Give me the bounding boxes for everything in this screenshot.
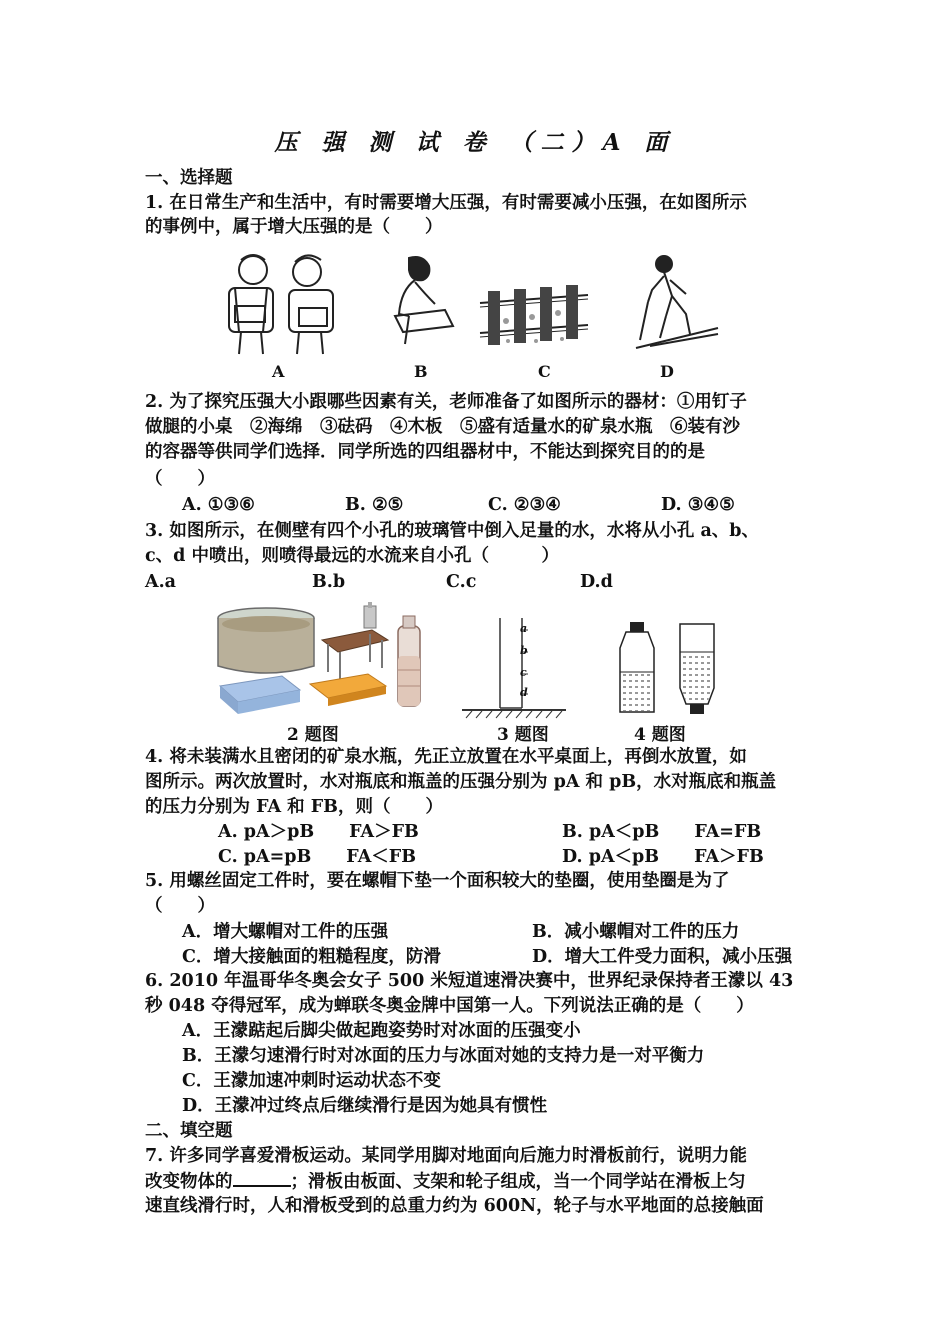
section-heading-fill: 二、填空题 — [145, 1121, 233, 1141]
q5-option-c: C．增大接触面的粗糙程度，防滑 — [182, 947, 441, 967]
q2-text-line: （ ） — [145, 469, 215, 489]
figure-caption-q4: 4 题图 — [634, 725, 686, 745]
q3-text-line: 3. 如图所示，在侧壁有四个小孔的玻璃管中倒入足量的水，水将从小孔 a、b、 — [145, 521, 760, 541]
q4-option-a: A. pA＞pB FA＞FB — [218, 822, 419, 842]
q3-option-b: B.b — [312, 572, 346, 592]
q1-text-line: 的事例中，属于增大压强的是（ ） — [145, 217, 443, 237]
q7-text-line — [145, 1169, 746, 1194]
q6-text-line: 6. 2010 年温哥华冬奥会女子 500 米短道速滑决赛中，世界纪录保持者王濛以 43 — [145, 971, 794, 991]
q2-option-c: C. ②③④ — [488, 495, 561, 515]
q2-option-a: A. ①③⑥ — [182, 495, 255, 515]
q5-option-a: A．增大螺帽对工件的压强 — [182, 922, 389, 942]
q5-option-d: D．增大工件受力面积，减小压强 — [532, 947, 793, 967]
q7-text-before-blank: 改变物体的 — [145, 1172, 233, 1192]
q4-option-c: C. pA=pB FA＜FB — [218, 847, 417, 867]
skier-illustration — [630, 252, 722, 352]
q6-option-b: B．王濛匀速滑行时对冰面的压力与冰面对她的支持力是一对平衡力 — [182, 1046, 705, 1066]
hole-label-b: b — [520, 644, 528, 657]
figure-caption-q2: 2 题图 — [287, 725, 339, 745]
q3-option-d: D.d — [580, 572, 613, 592]
figure-label-a: A — [272, 362, 285, 381]
q7-text-line: 速直线滑行时，人和滑板受到的总重力约为 600N，轮子与水平地面的总接触面 — [145, 1196, 764, 1216]
hole-label-c: c — [520, 666, 527, 679]
q6-text-line: 秒 048 夺得冠军，成为蝉联冬奥金牌中国第一人。下列说法正确的是（ ） — [145, 996, 754, 1016]
q4-option-b: B. pA＜pB FA=FB — [562, 822, 762, 842]
q1-text-line: 1. 在日常生产和生活中，有时需要增大压强，有时需要减小压强，在如图所示 — [145, 193, 747, 213]
q4-text-line: 4. 将未装满水且密闭的矿泉水瓶，先正立放置在水平桌面上，再倒水放置，如 — [145, 747, 747, 767]
q7-text-line: 7. 许多同学喜爱滑板运动。某同学用脚对地面向后施力时滑板前行，说明力能 — [145, 1146, 747, 1166]
q2-option-d: D. ③④⑤ — [661, 495, 735, 515]
q6-option-c: C．王濛加速冲刺时运动状态不变 — [182, 1071, 441, 1091]
glass-tube-illustration — [462, 608, 568, 720]
backpack-students-illustration — [215, 248, 345, 356]
hole-label-a: a — [520, 622, 528, 635]
q7-text-after-blank: ；滑板由板面、支架和轮子组成，当一个同学站在滑板上匀 — [290, 1172, 746, 1192]
figure-label-d: D — [660, 362, 674, 381]
figure-label-b: B — [414, 362, 428, 381]
q2-text-line: 2. 为了探究压强大小跟哪些因素有关，老师准备了如图所示的器材：①用钉子 — [145, 392, 747, 412]
q2-text-line: 的容器等供同学们选择．同学所选的四组器材中，不能达到探究目的的是 — [145, 442, 705, 462]
q4-text-line: 的压力分别为 FA 和 FB，则（ ） — [145, 797, 443, 817]
q4-option-d: D. pA＜pB FA＞FB — [562, 847, 764, 867]
figure-caption-q3: 3 题图 — [497, 725, 549, 745]
q6-option-a: A．王濛踮起后脚尖做起跑姿势时对冰面的压强变小 — [182, 1021, 581, 1041]
q3-option-c: C.c — [446, 572, 477, 592]
q5-option-b: B．减小螺帽对工件的压力 — [532, 922, 740, 942]
answer-blank[interactable] — [233, 1169, 291, 1187]
q3-text-line: c、d 中喷出，则喷得最远的水流来自小孔（ ） — [145, 546, 559, 566]
q2-option-b: B. ②⑤ — [345, 495, 404, 515]
hole-label-d: d — [520, 686, 528, 699]
materials-illustration — [212, 600, 442, 718]
q4-text-line: 图所示。两次放置时，水对瓶底和瓶盖的压强分别为 pA 和 pB，水对瓶底和瓶盖 — [145, 772, 777, 792]
q2-text-line: 做腿的小桌 ②海绵 ③砝码 ④木板 ⑤盛有适量水的矿泉水瓶 ⑥装有沙 — [145, 417, 740, 437]
figure-label-c: C — [538, 362, 551, 381]
woman-cutting-illustration — [385, 252, 457, 352]
section-heading-choice: 一、选择题 — [145, 168, 233, 188]
bottles-illustration — [610, 618, 720, 718]
q3-option-a: A.a — [145, 572, 177, 592]
page-title: 压 强 测 试 卷 （二）A 面 — [274, 129, 676, 156]
q5-text-line: （ ） — [145, 896, 215, 916]
railway-track-illustration — [478, 281, 590, 349]
q5-text-line: 5. 用螺丝固定工件时，要在螺帽下垫一个面积较大的垫圈，使用垫圈是为了 — [145, 871, 730, 891]
q6-option-d: D．王濛冲过终点后继续滑行是因为她具有惯性 — [182, 1096, 548, 1116]
